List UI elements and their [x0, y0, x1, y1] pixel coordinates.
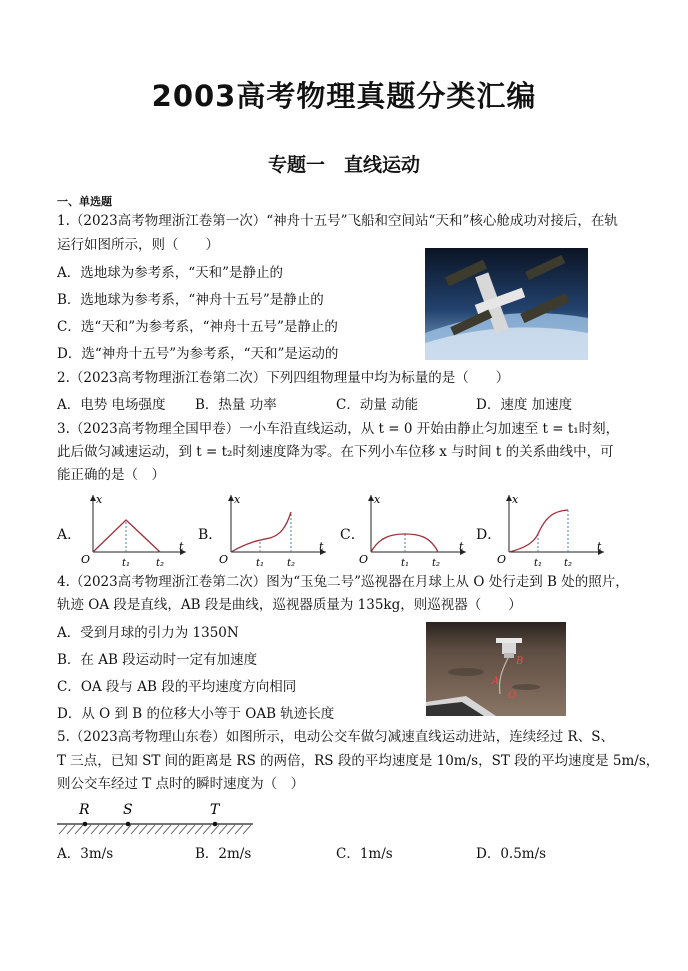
moon-rover-photo	[426, 622, 566, 716]
point-s-label: S	[123, 802, 133, 818]
q3-graph-b-axis-t: t	[319, 540, 324, 553]
q3-option-c-label: C．	[340, 527, 365, 543]
point-r-marker	[83, 822, 88, 827]
q4-stem-line1: 4.（2023高考物理浙江卷第二次）图为“玉兔二号”巡视器在月球上从 O 处行走到 B 处的照片，	[57, 574, 629, 590]
q3-stem-line2: 此后做匀减速运动，到 t = t₂时刻速度降为零。在下列小车位移 x 与时间 t 的关系曲线中，可	[57, 444, 614, 460]
q3-graph-c-t1: t₁	[401, 558, 410, 569]
q4-option-c: C．OA 段与 AB 段的平均速度方向相同	[57, 679, 297, 695]
q1-stem-line2: 运行如图所示，则（ ）	[57, 237, 219, 253]
q4-option-a: A．受到月球的引力为 1350N	[57, 625, 239, 641]
q3-graph-b-curve	[231, 512, 291, 552]
q3-graph-d-t2: t₂	[564, 558, 573, 569]
q5-option-c: C．1m/s	[336, 846, 393, 862]
q3-graph-d-axis-t: t	[597, 540, 602, 553]
q1-option-b: B．选地球为参考系，“神舟十五号”是静止的	[57, 292, 324, 308]
q5-option-d: D．0.5m/s	[476, 846, 547, 862]
q2-option-c: C．动量 动能	[336, 397, 419, 413]
point-r-label: R	[79, 802, 90, 818]
q3-graph-b-t2: t₂	[287, 558, 296, 569]
q3-graph-b	[218, 490, 330, 570]
q3-option-b-label: B．	[198, 527, 223, 543]
q3-graph-c-axis-t: t	[459, 540, 464, 553]
q4-stem-line2: 轨迹 OA 段是直线，AB 段是曲线，巡视器质量为 135kg，则巡视器（ ）	[57, 597, 522, 613]
space-station-photo	[425, 248, 588, 360]
q3-graph-d-axis-x: x	[512, 493, 519, 506]
q3-graph-d-t1: t₁	[534, 558, 543, 569]
q2-option-a: A．电势 电场强度	[57, 397, 166, 413]
q5-road-diagram	[55, 798, 255, 838]
q3-graph-c-t2: t₂	[432, 558, 441, 569]
q3-graph-b-origin: O	[219, 553, 229, 566]
q3-option-d-label: D．	[476, 527, 502, 543]
q3-graph-a-axis-x: x	[96, 493, 103, 506]
q4-option-b: B．在 AB 段运动时一定有加速度	[57, 652, 258, 668]
q3-graph-a-origin: O	[81, 553, 91, 566]
point-s-marker	[126, 822, 131, 827]
chapter-title: 专题一 直线运动	[267, 154, 420, 176]
point-t-marker	[213, 822, 218, 827]
q3-graph-a-axis-t: t	[179, 540, 184, 553]
q5-stem-line3: 则公交车经过 T 点时的瞬时速度为（ ）	[57, 776, 305, 792]
photo-label-o: O	[508, 690, 517, 701]
q3-graph-c-origin: O	[359, 553, 369, 566]
q5-option-b: B．2m/s	[195, 846, 252, 862]
q2-option-d: D．速度 加速度	[476, 397, 573, 413]
q2-stem: 2.（2023高考物理浙江卷第二次）下列四组物理量中均为标量的是（ ）	[57, 370, 510, 386]
q3-option-a-label: A．	[57, 527, 82, 543]
q3-graph-c	[358, 490, 470, 570]
q1-option-c: C．选“天和”为参考系，“神舟十五号”是静止的	[57, 319, 338, 335]
q1-stem-line1: 1.（2023高考物理浙江卷第一次）“神舟十五号”飞船和空间站“天和”核心舱成功对接后，在轨	[57, 213, 618, 229]
q2-option-b: B．热量 功率	[195, 397, 277, 413]
q3-graph-d	[496, 490, 608, 570]
q1-option-d: D．选“神舟十五号”为参考系，“天和”是运动的	[57, 346, 339, 362]
document-title: 2003高考物理真题分类汇编	[151, 79, 537, 113]
q1-option-a: A．选地球为参考系，“天和”是静止的	[57, 265, 284, 281]
q3-graph-d-origin: O	[497, 553, 507, 566]
photo-label-b: B	[516, 656, 524, 667]
q3-graph-d-curve	[509, 510, 568, 552]
section-heading: 一、单选题	[57, 195, 112, 208]
q5-stem-line1: 5.（2023高考物理山东卷）如图所示，电动公交车做匀减速直线运动进站，连续经过 R、S、	[57, 729, 614, 745]
q3-graph-a	[78, 490, 190, 570]
point-t-label: T	[210, 802, 220, 818]
q5-option-a: A．3m/s	[57, 846, 114, 862]
q4-option-d: D．从 O 到 B 的位移大小等于 OAB 轨迹长度	[57, 706, 335, 722]
q3-graph-a-t1: t₁	[122, 558, 131, 569]
q3-graph-b-t1: t₁	[256, 558, 265, 569]
photo-label-a: A	[492, 676, 500, 687]
q3-stem-line3: 能正确的是（ ）	[57, 467, 165, 483]
q3-stem-line1: 3.（2023高考物理全国甲卷）一小车沿直线运动，从 t = 0 开始由静止匀加速至 t = t₁时刻，	[57, 421, 620, 437]
q3-graph-a-t2: t₂	[156, 558, 165, 569]
q5-stem-line2: T 三点，已知 ST 间的距离是 RS 的两倍，RS 段的平均速度是 10m/s，ST 段的平均速度是 5m/s，	[57, 753, 660, 769]
q3-graph-b-axis-x: x	[234, 493, 241, 506]
q3-graph-c-axis-x: x	[374, 493, 381, 506]
